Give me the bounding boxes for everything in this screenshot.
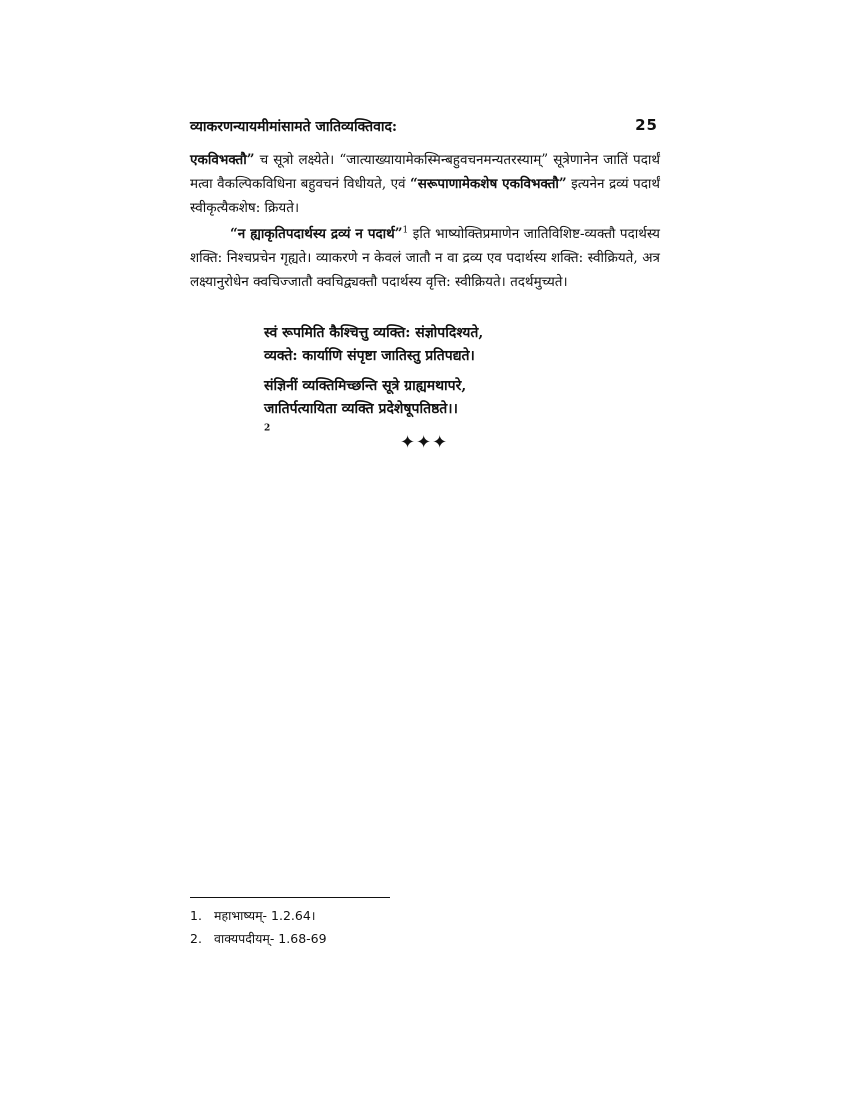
paragraph-2 xyxy=(190,222,660,294)
verse-line-text: जातिर्पत्यायिता व्यक्ति प्रदेशेषूपतिष्ठते।। xyxy=(264,401,458,417)
paragraph-text: इति भाष्योक्तिप्रमाणेन जातिविशिष्ट-व्यक्तौ पदार्थस्य शक्ति: निश्चप्रचेन गृह्यते। व्याकरणे न केवलं जातौ न वा द्रव्य एव पदार्थस्य शक्ति: स्वीक्रियते, अत्र लक्ष्यानुरोधेन क्वचिज्जातौ क्वचिद्व्यक्तौ पदार्थस्य वृत्ति: स्वीक्रियते। तदर्थमुच्यते। xyxy=(190,226,660,290)
verse-line: स्वं रूपमिति कैश्चित्तु व्यक्ति: संज्ञोपदिश्यते, xyxy=(264,325,484,341)
paragraph-text: च सूत्रो लक्ष्येते। “जात्याख्यायामेकस्मिन्बहुवचनमन्यतरस्याम्” सूत्रेणानेन जातिं पदार्थं मत्वा वैकल्पिकविधिना बहुवचनं विधीयते, एवं xyxy=(190,152,660,192)
footnote-ref-2[interactable]: 2 xyxy=(264,423,271,434)
header-title: व्याकरणन्यायमीमांसामते जातिव्यक्तिवाद: xyxy=(190,119,398,135)
page-number: 25 xyxy=(635,116,658,134)
footnote-number: 2. xyxy=(190,931,202,946)
footnote-number: 1. xyxy=(190,908,202,923)
footnote-ref-1[interactable]: 1 xyxy=(402,225,409,236)
verse-1 xyxy=(264,322,564,368)
footnote-divider xyxy=(190,897,390,898)
footnote-text: वाक्यपदीयम्- 1.68-69 xyxy=(214,931,327,946)
footnote-2 xyxy=(190,930,490,948)
verse-line: संज्ञिनीं व्यक्तिमिच्छन्ति सूत्रे ग्राह्यमथापरे, xyxy=(264,378,467,394)
running-header xyxy=(190,117,660,137)
footnote-text: महाभाष्यम्- 1.2.64। xyxy=(214,908,316,923)
paragraph-1 xyxy=(190,148,660,220)
bold-quote: “न ह्याकृतिपदार्थस्य द्रव्यं न पदार्थ” xyxy=(230,226,403,242)
paragraph-text: इत्यनेन द्रव्यं पदार्थं स्वीकृत्यैकशेष: क्रियते। xyxy=(190,176,660,216)
section-end-ornament: ✦✦✦ xyxy=(400,432,449,453)
bold-sutra: “सरूपाणामेकशेष एकविभक्तौ” xyxy=(410,176,567,192)
bold-term: एकविभक्तौ” xyxy=(190,152,255,168)
verse-line: व्यक्ते: कार्याणि संपृष्टा जातिस्तु प्रतिपद्यते। xyxy=(264,348,475,364)
footnote-1 xyxy=(190,907,490,925)
